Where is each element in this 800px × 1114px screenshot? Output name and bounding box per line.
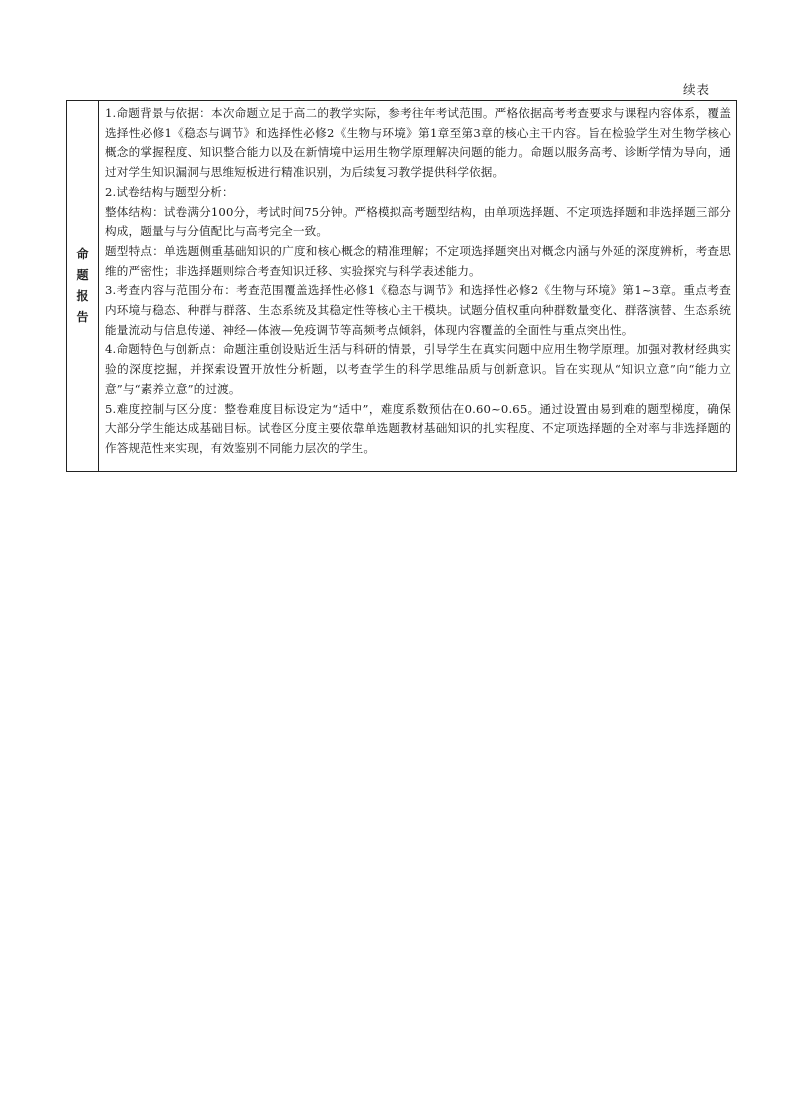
section-scope: 3.考查内容与范围分布：考查范围覆盖选择性必修1《稳态与调节》和选择性必修2《生物与环境》第1~3章。重点考查内环境与稳态、种群与群落、生态系统及其稳定性等核心主干模块。试题分值权重向种群数量变化、群落演替、生态系统能量流动与信息传递、神经—体液—免疫调节等高频考点倾斜，体现内容覆盖的全面性与重点突出性。 [105,283,731,337]
report-table [66,100,737,472]
label-char: 报 [76,289,89,303]
label-char: 命 [76,247,89,261]
label-char: 告 [76,310,89,324]
label-char: 题 [76,268,89,282]
section-difficulty: 5.难度控制与区分度：整卷难度目标设定为“适中”，难度系数预估在0.60~0.65。通过设置由易到难的题型梯度，确保大部分学生能达成基础目标。试卷区分度主要依靠单选题教材基础知识的扎实程度、不定项选择题的全对率与非选择题的作答规范性来实现，有效鉴别不同能力层次的学生。 [105,401,731,455]
section-background: 1.命题背景与依据：本次命题立足于高二的教学实际，参考往年考试范围。严格依据高考考查要求与课程内容体系，覆盖选择性必修1《稳态与调节》和选择性必修2《生物与环境》第1章至第3章的核心主干内容。旨在检验学生对生物学核心概念的掌握程度、知识整合能力以及在新情境中运用生物学原理解决问题的能力。命题以服务高考、诊断学情为导向，通过对学生知识漏洞与思维短板进行精准识别，为后续复习教学提供科学依据。 [105,106,731,180]
continued-table-label: 续表 [683,82,711,97]
structure-question-types: 题型特点：单选题侧重基础知识的广度和核心概念的精准理解；不定项选择题突出对概念内涵与外延的深度辨析，考查思维的严密性；非选择题则综合考查知识迁移、实验探究与科学表述能力。 [105,243,731,278]
section-features: 4.命题特色与创新点：命题注重创设贴近生活与科研的情景，引导学生在真实问题中应用生物学原理。加强对教材经典实验的深度挖掘，并探索设置开放性分析题，以考查学生的科学思维品质与创新意识。旨在实现从“知识立意”向“能力立意”与“素养立意”的过渡。 [105,342,731,396]
row-label-cell [67,101,99,471]
report-content-cell [99,101,736,471]
section-structure-heading: 2.试卷结构与题型分析： [105,184,234,199]
structure-overall: 整体结构：试卷满分100分，考试时间75分钟。严格模拟高考题型结构，由单项选择题、不定项选择题和非选择题三部分构成，题量与与分值配比与高考完全一致。 [105,204,731,239]
